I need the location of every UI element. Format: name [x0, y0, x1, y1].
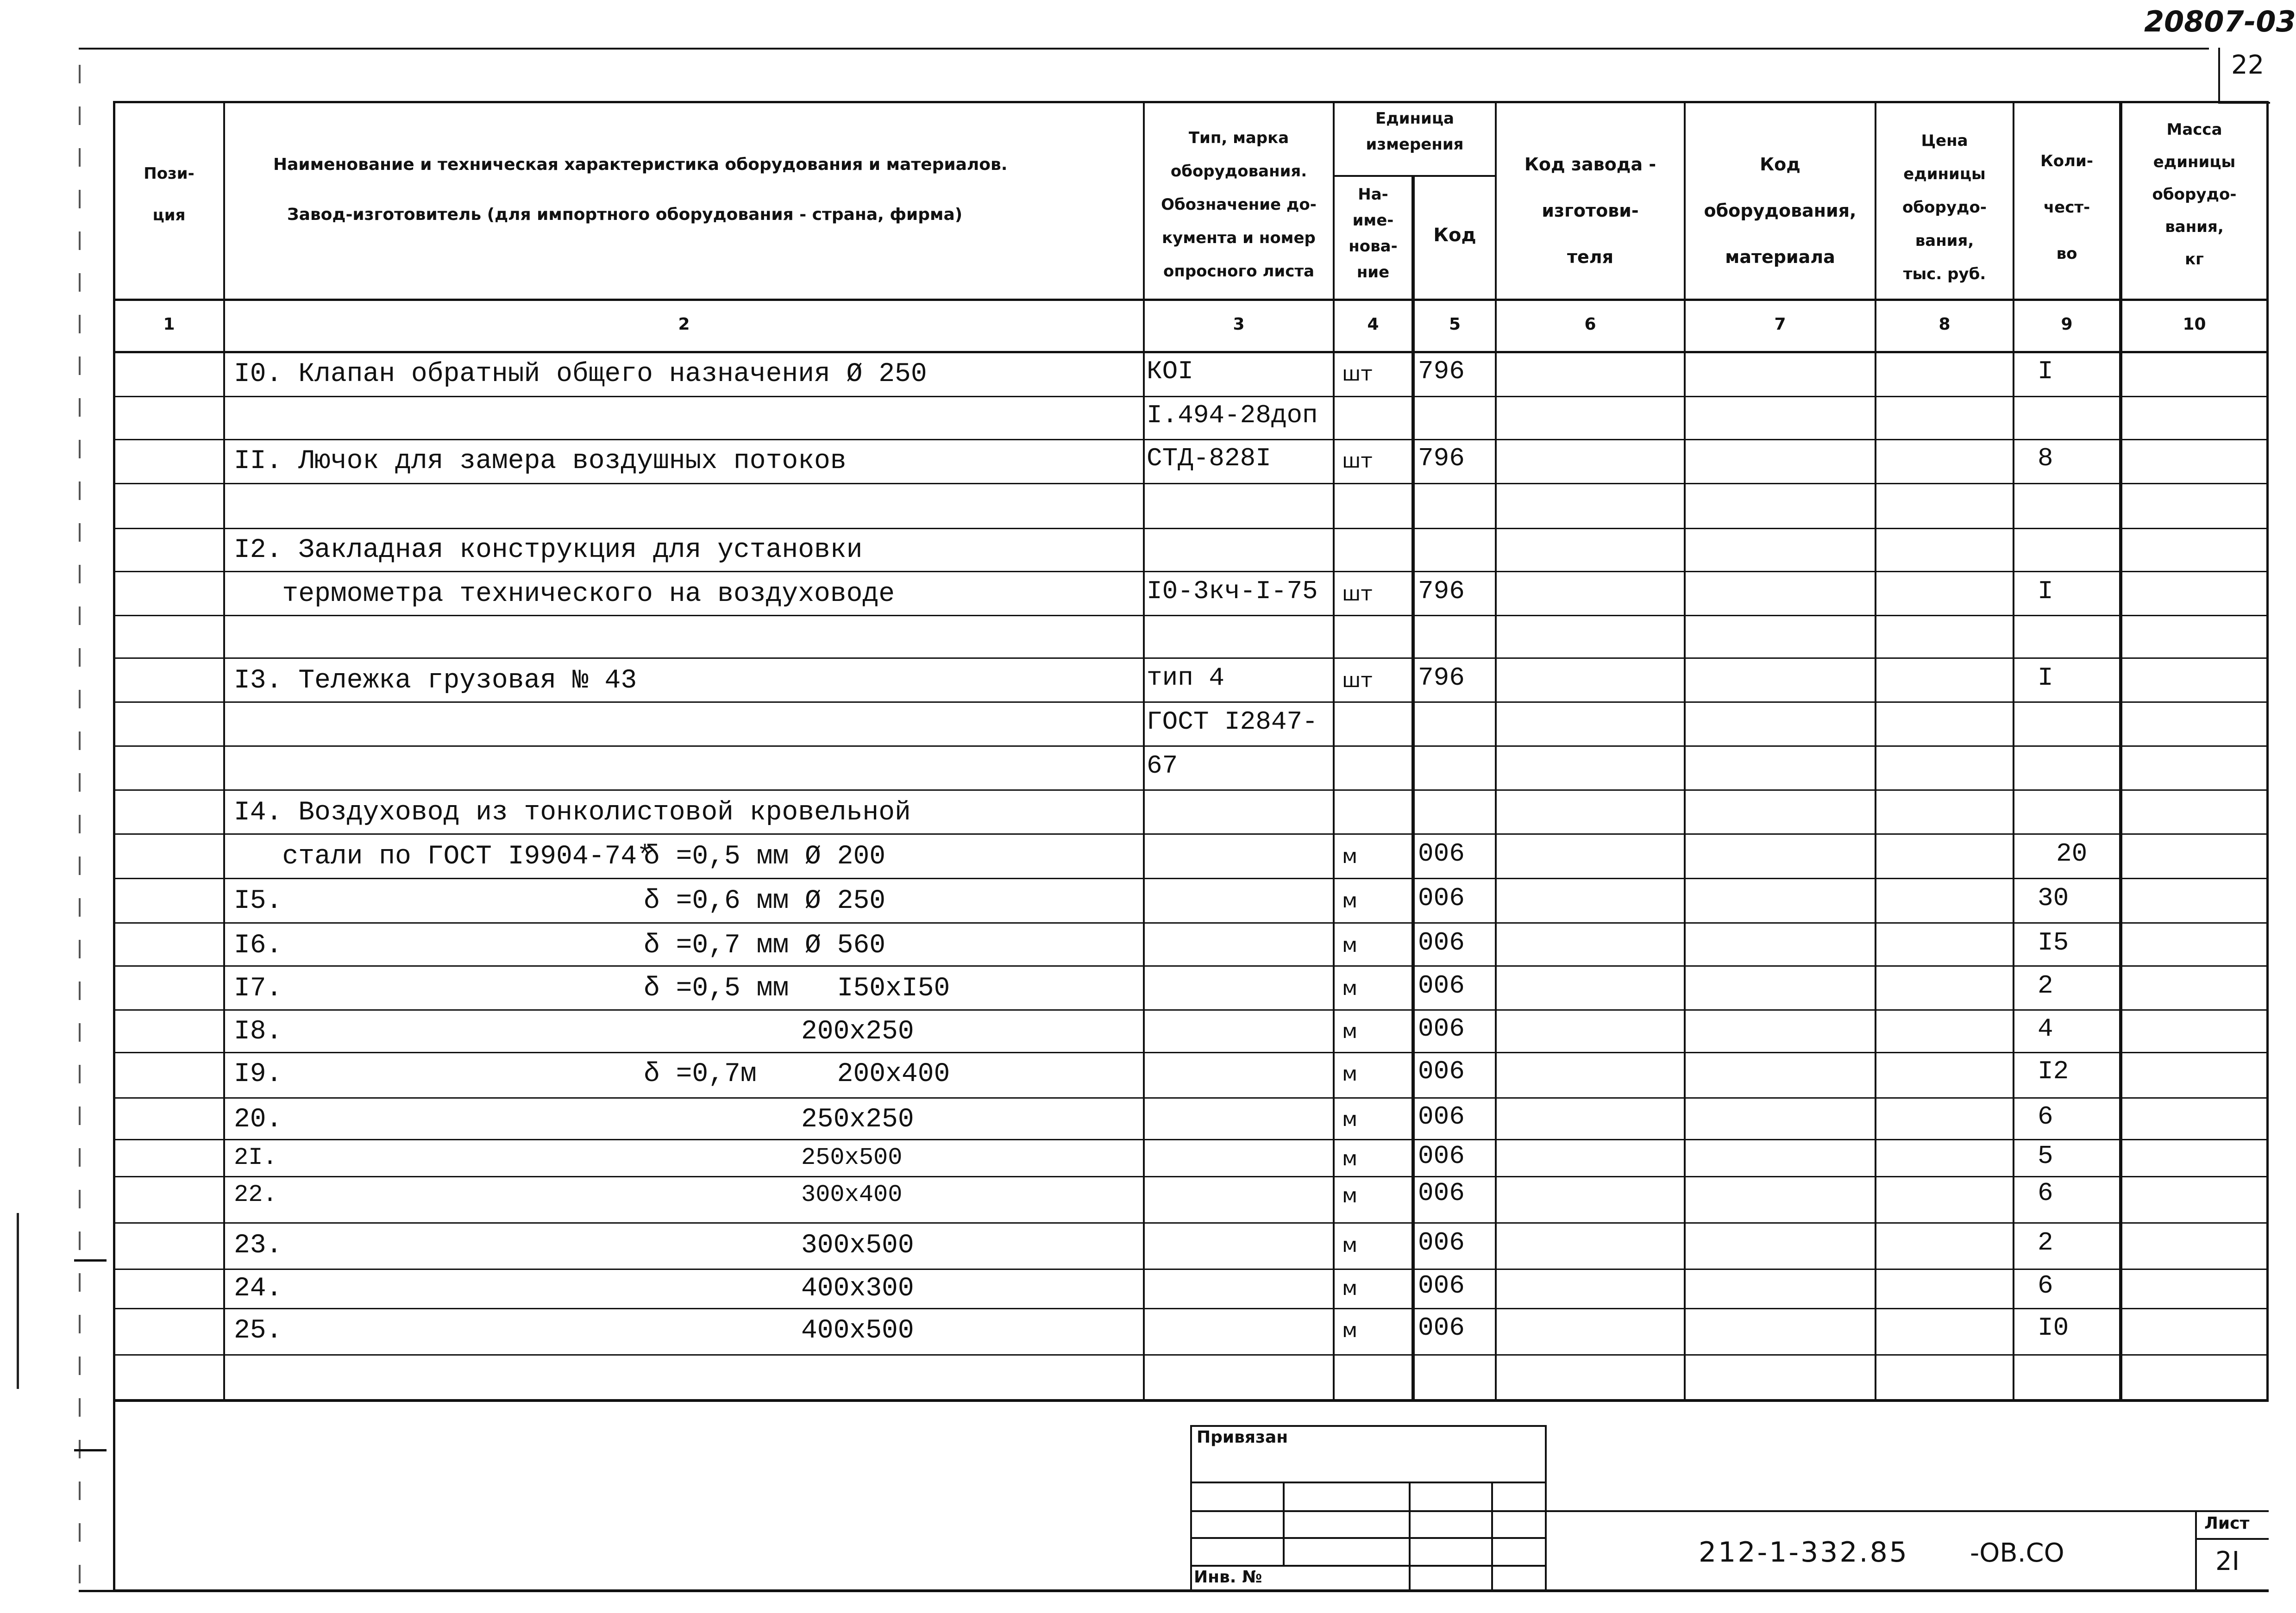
row-quantity: I	[2038, 356, 2053, 386]
header-price: Цена единицы оборудо- вания, тыс. руб.	[1902, 131, 1987, 283]
header-name-line1: Наименование и техническая характеристика оборудования и материалов.	[273, 155, 1008, 174]
document-code: 212-1-332.85	[1699, 1536, 1909, 1569]
row-unit-code: 006	[1418, 928, 1465, 957]
row-quantity: I0	[2038, 1313, 2069, 1343]
row-unit: м	[1342, 933, 1358, 957]
row-quantity: 6	[2038, 1102, 2053, 1132]
row-spec: δ =0,7 мм Ø 560	[644, 931, 886, 961]
header-unit-group: Единица измерения	[1366, 109, 1464, 154]
row-spec: δ =0,5 мм Ø 200	[644, 842, 886, 872]
header-mass: Масса единицы оборудо- вания, кг	[2152, 120, 2237, 269]
row-unit-code: 006	[1418, 1178, 1465, 1208]
row-quantity: 4	[2038, 1014, 2053, 1044]
sheet-label: Лист	[2204, 1514, 2250, 1533]
header-unit-code: Код	[1433, 225, 1476, 246]
row-unit: м	[1342, 1276, 1358, 1300]
colnum-6: 6	[1584, 315, 1596, 334]
row-unit-code: 006	[1418, 1057, 1465, 1086]
colnum-1: 1	[163, 315, 175, 334]
row-quantity: 20	[2056, 839, 2088, 869]
row-type: I0-3кч-I-75	[1147, 576, 1318, 606]
stamp-privyazan: Привязан	[1197, 1428, 1288, 1447]
row-name: I8.	[234, 1017, 282, 1047]
header-quantity: Коли- чест- во	[2040, 152, 2093, 263]
header-unit-name: На- име- нова- ние	[1349, 185, 1398, 281]
row-unit: м	[1342, 889, 1358, 913]
row-type: СТД-828I	[1147, 444, 1271, 473]
row-unit-code: 796	[1418, 663, 1465, 693]
row-name: 22.	[234, 1181, 277, 1208]
row-unit-code: 796	[1418, 576, 1465, 606]
archive-number: 20807-03	[2144, 5, 2296, 38]
row-spec: 250x250	[801, 1105, 914, 1135]
row-type: 67	[1147, 751, 1178, 781]
row-unit-code: 796	[1418, 356, 1465, 386]
row-name: 2I.	[234, 1144, 277, 1171]
row-spec: 400x500	[801, 1316, 914, 1346]
header-name-line2: Завод-изготовитель (для импортного оборудования - страна, фирма)	[287, 205, 963, 224]
row-unit-code: 796	[1418, 444, 1465, 473]
row-quantity: 6	[2038, 1271, 2053, 1300]
row-unit-code: 006	[1418, 883, 1465, 913]
row-unit: шт	[1342, 582, 1373, 606]
row-unit-code: 006	[1418, 1141, 1465, 1171]
row-unit: м	[1342, 1107, 1358, 1131]
row-unit: м	[1342, 1233, 1358, 1257]
row-unit-code: 006	[1418, 1102, 1465, 1132]
row-name: термометра технического на воздуховоде	[234, 579, 895, 609]
document-suffix: -ОВ.СО	[1970, 1538, 2064, 1568]
row-name: I4. Воздуховод из тонколистовой кровельной	[234, 798, 911, 828]
row-quantity: 2	[2038, 971, 2053, 1000]
row-spec: δ =0,5 мм I50xI50	[644, 974, 950, 1004]
row-unit: м	[1342, 844, 1358, 868]
row-name: I2. Закладная конструкция для установки	[234, 535, 863, 565]
row-type: КОI	[1147, 356, 1193, 386]
page-number-top: 22	[2231, 50, 2265, 80]
row-quantity: 30	[2038, 883, 2069, 913]
stamp-inv-no: Инв. №	[1194, 1568, 1262, 1587]
row-unit: шт	[1342, 669, 1373, 692]
row-spec: δ =0,6 мм Ø 250	[644, 886, 886, 916]
row-unit-code: 006	[1418, 1313, 1465, 1343]
row-quantity: 6	[2038, 1178, 2053, 1208]
colnum-5: 5	[1449, 315, 1461, 334]
row-name: I3. Тележка грузовая № 43	[234, 666, 637, 696]
row-quantity: I2	[2038, 1057, 2069, 1086]
row-name: I6.	[234, 931, 282, 961]
colnum-8: 8	[1938, 315, 1951, 334]
header-type: Тип, марка оборудования. Обозначение до- кумента и номер опросного листа	[1161, 129, 1317, 281]
left-margin-rule	[79, 65, 81, 1593]
header-equipment-code: Код оборудования, материала	[1704, 154, 1857, 267]
row-unit-code: 006	[1418, 1228, 1465, 1257]
sheet-number: 2I	[2215, 1546, 2240, 1576]
colnum-2: 2	[678, 315, 690, 334]
row-unit: м	[1342, 1019, 1358, 1043]
colnum-10: 10	[2183, 315, 2206, 334]
row-name: 25.	[234, 1316, 282, 1346]
row-name: стали по ГОСТ I9904-74*	[234, 842, 653, 872]
row-quantity: 5	[2038, 1141, 2053, 1171]
row-unit: м	[1342, 1062, 1358, 1086]
row-unit: м	[1342, 1184, 1358, 1207]
colnum-3: 3	[1233, 315, 1245, 334]
row-quantity: I	[2038, 576, 2053, 606]
header-position: Пози- ция	[144, 164, 194, 225]
row-spec: 400x300	[801, 1274, 914, 1304]
row-unit: м	[1342, 1147, 1358, 1170]
row-unit-code: 006	[1418, 839, 1465, 869]
row-unit: шт	[1342, 362, 1373, 386]
row-unit: м	[1342, 976, 1358, 1000]
row-type: ГОСТ I2847-	[1147, 707, 1318, 737]
row-name: II. Лючок для замера воздушных потоков	[234, 446, 847, 476]
row-quantity: I5	[2038, 928, 2069, 957]
row-name: 23.	[234, 1231, 282, 1261]
row-spec: 300x400	[801, 1181, 903, 1208]
colnum-7: 7	[1774, 315, 1786, 334]
row-name: I9.	[234, 1059, 282, 1089]
row-quantity: I	[2038, 663, 2053, 693]
colnum-4: 4	[1367, 315, 1379, 334]
row-name: I7.	[234, 974, 282, 1004]
row-name: I0. Клапан обратный общего назначения Ø 250	[234, 359, 927, 389]
top-rule	[79, 48, 2209, 50]
row-spec: 300x500	[801, 1231, 914, 1261]
row-spec: δ =0,7м 200x400	[644, 1059, 950, 1089]
row-unit: м	[1342, 1319, 1358, 1342]
row-unit-code: 006	[1418, 1014, 1465, 1044]
row-quantity: 2	[2038, 1228, 2053, 1257]
row-quantity: 8	[2038, 444, 2053, 473]
row-spec: 250x500	[801, 1144, 903, 1171]
row-type: I.494-28доп	[1147, 400, 1318, 430]
row-unit: шт	[1342, 449, 1373, 473]
header-factory-code: Код завода - изготови- теля	[1524, 154, 1656, 267]
row-name: I5.	[234, 886, 282, 916]
row-unit-code: 006	[1418, 1271, 1465, 1300]
row-spec: 200x250	[801, 1017, 914, 1047]
row-unit-code: 006	[1418, 971, 1465, 1000]
colnum-9: 9	[2061, 315, 2073, 334]
row-name: 24.	[234, 1274, 282, 1304]
row-type: тип 4	[1147, 663, 1225, 693]
row-name: 20.	[234, 1105, 282, 1135]
